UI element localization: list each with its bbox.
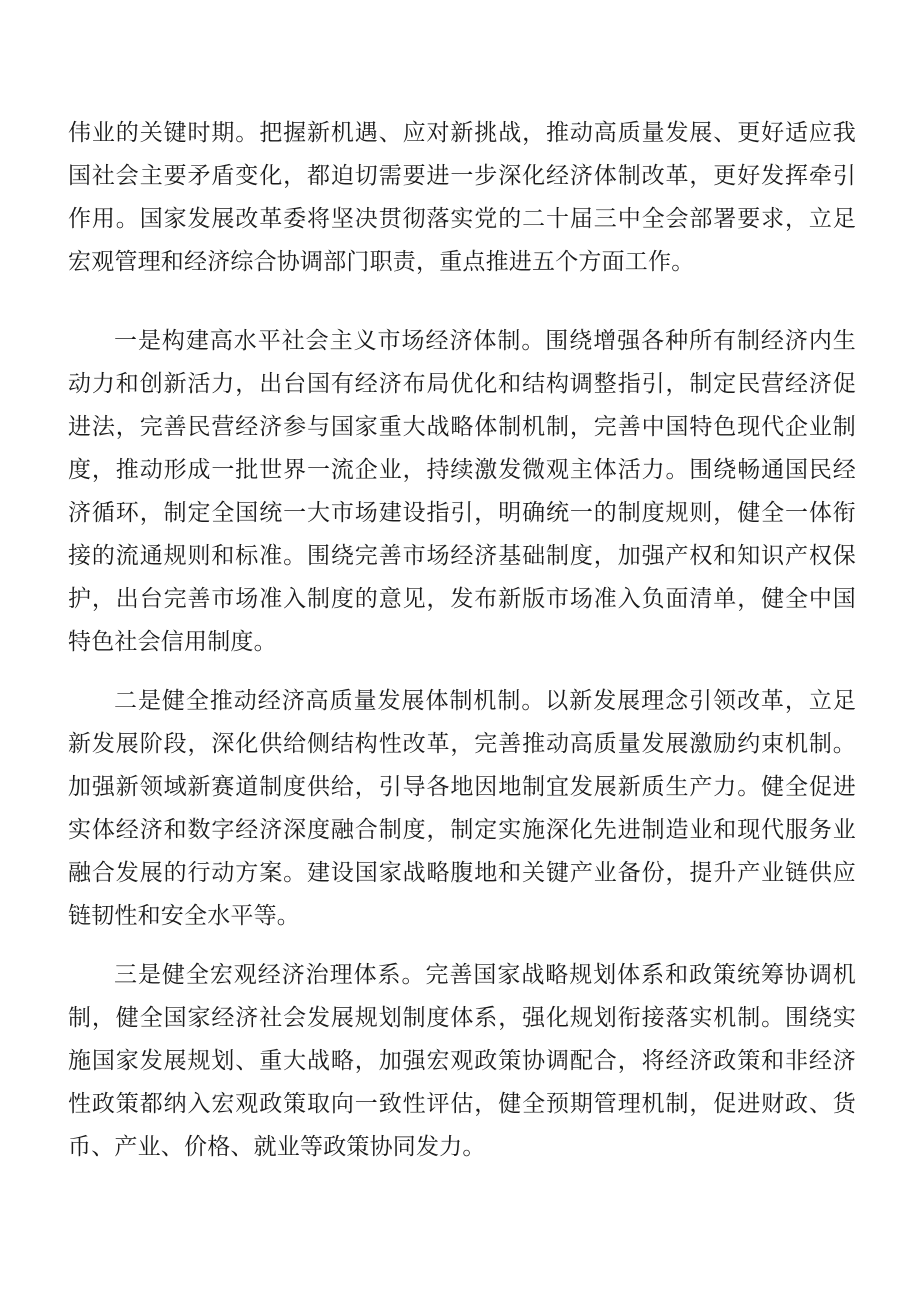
paragraph-macro-governance: 三是健全宏观经济治理体系。完善国家战略规划体系和政策统筹协调机制，健全国家经济社会发展规划制度体系，强化规划衔接落实机制。围绕实施国家发展规划、重大战略，加强宏观政策协调配合，将经济政策和非经济性政策都纳入宏观政策取向一致性评估，健全预期管理机制，促进财政、货币、产业、价格、就业等政策协同发力。 bbox=[68, 962, 856, 1160]
paragraph-high-quality-development: 二是健全推动经济高质量发展体制机制。以新发展理念引领改革，立足新发展阶段，深化供给侧结构性改革，完善推动高质量发展激励约束机制。加强新领域新赛道制度供给，引导各地因地制宜发展新质生产力。健全促进实体经济和数字经济深度融合制度，制定实施深化先进制造业和现代服务业融合发展的行动方案。建设国家战略腹地和关键产业备份，提升产业链供应链韧性和安全水平等。 bbox=[68, 688, 856, 929]
paragraph-continuation: 伟业的关键时期。把握新机遇、应对新挑战，推动高质量发展、更好适应我国社会主要矛盾变化，都迫切需要进一步深化经济体制改革，更好发挥牵引作用。国家发展改革委将坚决贯彻落实党的二十届三中全会部署要求，立足宏观管理和经济综合协调部门职责，重点推进五个方面工作。 bbox=[68, 120, 856, 275]
paragraph-market-economy: 一是构建高水平社会主义市场经济体制。围绕增强各种所有制经济内生动力和创新活力，出台国有经济布局优化和结构调整指引，制定民营经济促进法，完善民营经济参与国家重大战略体制机制，完善中国特色现代企业制度，推动形成一批世界一流企业，持续激发微观主体活力。围绕畅通国民经济循环，制定全国统一大市场建设指引，明确统一的制度规则，健全一体衔接的流通规则和标准。围绕完善市场经济基础制度，加强产权和知识产权保护，出台完善市场准入制度的意见，发布新版市场准入负面清单，健全中国特色社会信用制度。 bbox=[68, 328, 856, 655]
